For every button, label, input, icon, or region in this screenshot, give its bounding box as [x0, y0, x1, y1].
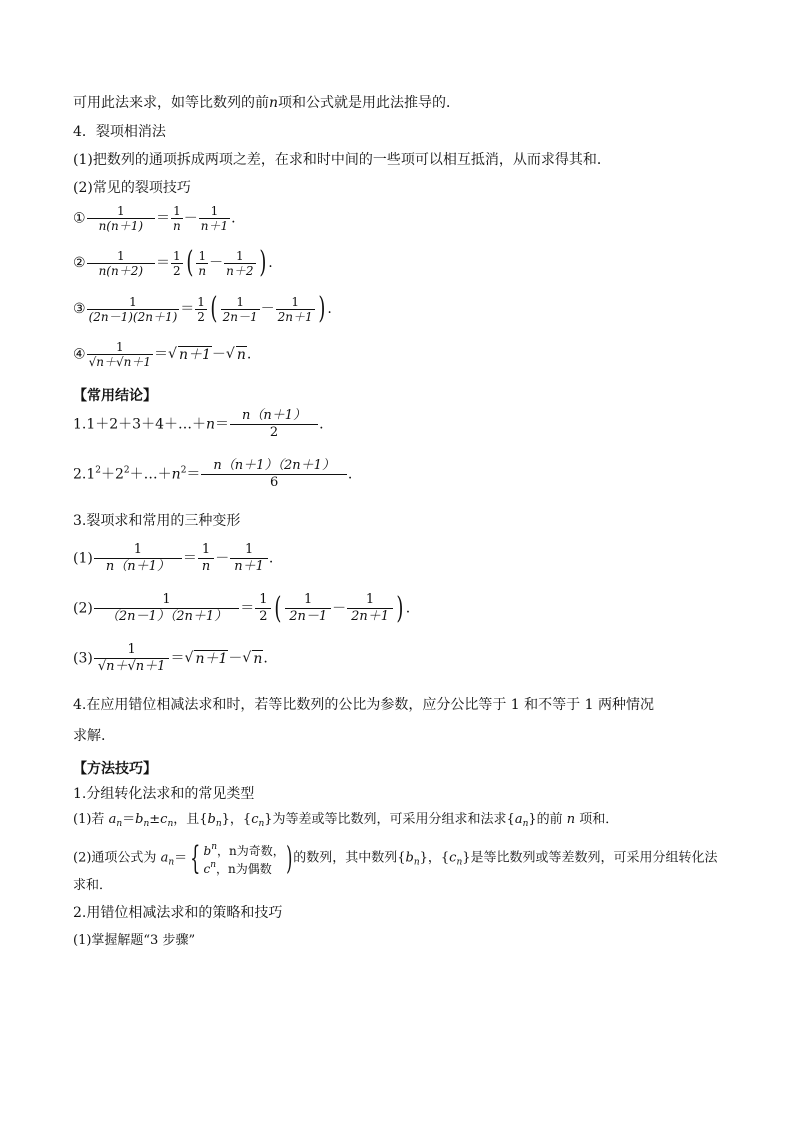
paragraph-telescoping-def: (1)把数列的通项拆成两项之差，在求和时中间的一些项可以相互抵消，从而求得其和． [73, 152, 611, 168]
method-1b: (2)通项公式为 $a_n=${ $b^n$，n为奇数， $c^n$，n为偶数 )的数列，其中数列$\{b_n\}$，$\{c_n\}$是等比数列或等差数列，可采用分组转化法 [73, 839, 718, 877]
intro-line: 可用此法来求，如等比数列的前n项和公式就是用此法推导的． [73, 95, 461, 111]
conclusion-4-line1: 4.在应用错位相减法求和时，若等比数列的公比为参数，应分公比等于 1 和不等于 1 两种情况 [73, 697, 654, 713]
formula-3: ③ $\frac{1}{(2n-1)(2n+1)}$ ＝ $\frac{1}{2}$ ( $\frac{1}{2n-1}$ － $\frac{1}{2n+1}$ ) . [73, 291, 332, 326]
formula-2: ② $\frac{1}{n(n+2)}$ ＝ $\frac{1}{2}$ ( $\frac{1}{n}$ － $\frac{1}{n+2}$ ) . [73, 245, 273, 280]
method-1b-tail: 求和． [73, 878, 113, 893]
method-2a: (1)掌握解题“3 步骤” [73, 933, 196, 948]
method-2-title: 2.用错位相减法求和的策略和技巧 [73, 905, 283, 921]
conclusion-1: 1.1＋2＋3＋4＋…＋n＝ $\frac{n(n+1)}{2}$ . [73, 408, 324, 440]
variant-2: (2) $\frac{1}{(2n-1)(2n+1)}$ ＝ $\frac{1}{2}$ ( $\frac{1}{2n-1}$ － $\frac{1}{2n+1}$ ) . [73, 590, 411, 626]
method-1a: (1)若 $a_n=b_n\pm c_n$，且$\{b_n\}$，$\{c_n\}$为等差或等比数列，可采用分组求和法求$\{a_n\}$的前 n 项和． [73, 812, 619, 829]
formula-1: ① $\frac{1}{n(n+1)}$ ＝ $\frac{1}{n}$ － $\frac{1}{n+1}$ . [73, 204, 236, 233]
conclusion-3-title: 3.裂项求和常用的三种变形 [73, 513, 241, 529]
conclusion-4-line2: 求解. [73, 728, 106, 744]
heading-common-conclusions: 【常用结论】 [73, 388, 157, 404]
formula-4: ④ $\frac{1}{√n+√n+1}$ ＝√ n＋1－√ n. [73, 340, 251, 369]
paragraph-techniques: (2)常见的裂项技巧 [73, 180, 191, 196]
conclusion-2: $2.1^2+2^2+\dots+n^2=$ $\frac{n(n+1)(2n+1)}{6}$ . [73, 458, 353, 490]
variant-3: (3) $\frac{1}{√n+√n+1}$ ＝√ n＋1－√ n. [73, 642, 268, 675]
heading-method-tips: 【方法技巧】 [73, 761, 157, 777]
method-1-title: 1.分组转化法求和的常见类型 [73, 786, 255, 802]
variant-1: (1) $\frac{1}{n(n+1)}$ ＝ $\frac{1}{n}$ － $\frac{1}{n+1}$ . [73, 542, 274, 574]
section-heading-telescoping: 4．裂项相消法 [73, 124, 166, 140]
